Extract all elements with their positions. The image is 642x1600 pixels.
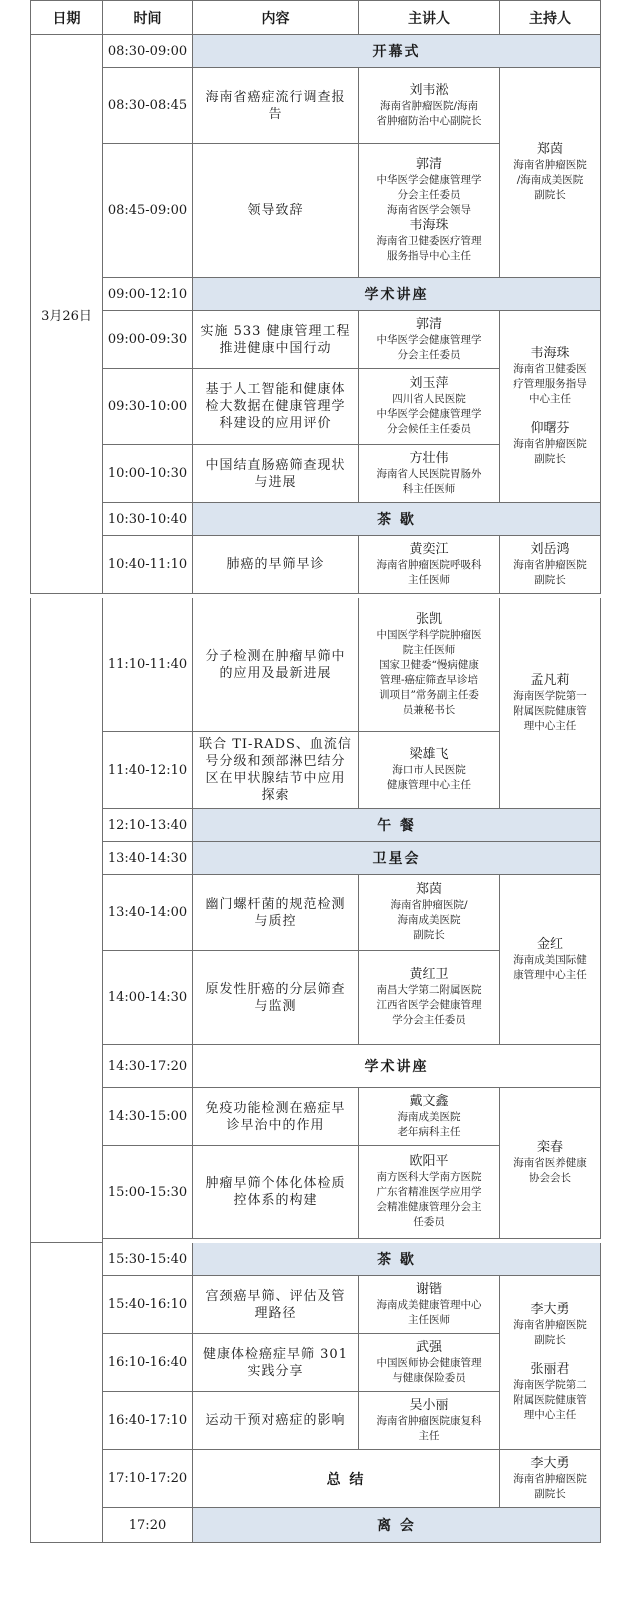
host-affiliation: 海南医学院第一	[513, 689, 587, 702]
speaker-affiliation: 海南省人民医院胃肠外	[376, 467, 482, 480]
speaker-name: 郭清	[415, 316, 442, 332]
host-entry	[502, 142, 598, 203]
speaker-name: 武强	[415, 1339, 442, 1355]
time-cell: 10:00-10:30	[103, 445, 193, 503]
speaker-cell	[359, 951, 500, 1045]
speaker-name: 刘玉萍	[409, 376, 449, 391]
speaker-affiliation: 中华医学会健康管理学	[376, 174, 482, 186]
host-cell	[500, 875, 601, 1045]
host-affiliation: 副院长	[534, 189, 566, 201]
host-affiliation: /海南成美医院	[516, 174, 584, 186]
speaker-affiliation: 主任医师	[408, 1313, 450, 1326]
host-affiliation: 中心主任	[529, 393, 571, 405]
session-band: 总 结	[193, 1450, 500, 1508]
speaker-affiliation: 江西省医学会健康管理	[376, 999, 482, 1011]
host-cell	[500, 536, 601, 594]
speaker-affiliation: 服务指导中心主任	[387, 250, 471, 262]
speaker-affiliation: 学分会主任委员	[392, 1014, 466, 1026]
speaker-affiliation: 科主任医师	[402, 482, 456, 495]
speaker-affiliation: 中华医学会健康管理学	[376, 333, 482, 346]
speaker-cell	[359, 1334, 500, 1392]
date-cell-2	[31, 598, 103, 1243]
speaker-affiliation: 中华医学会健康管理学	[376, 408, 482, 420]
host-affiliation: 疗管理服务指导	[513, 378, 587, 390]
host-affiliation: 康管理中心主任	[513, 968, 587, 981]
time-cell: 11:40-12:10	[103, 732, 193, 809]
header-host: 主持人	[500, 1, 601, 35]
speaker-affiliation: 老年病科主任	[397, 1125, 461, 1138]
speaker-affiliation: 管理-癌症筛查早诊培	[379, 673, 479, 686]
speaker-affiliation: 海南成美医院	[397, 914, 461, 926]
topic-cell: 领导致辞	[193, 144, 359, 278]
speaker-name: 欧阳平	[409, 1154, 449, 1169]
host-entry	[502, 1140, 598, 1186]
speaker-affiliation: 健康管理中心主任	[387, 779, 471, 791]
host-affiliation: 副院长	[534, 453, 566, 465]
session-band: 离 会	[193, 1508, 601, 1543]
time-cell: 14:30-15:00	[103, 1088, 193, 1146]
host-cell	[500, 1276, 601, 1450]
host-name: 李大勇	[530, 1302, 570, 1317]
speaker-affiliation: 训项目”常务副主任委	[379, 688, 479, 701]
speaker-affiliation: 南昌大学第二附属医院	[376, 984, 482, 996]
time-cell: 11:10-11:40	[103, 598, 193, 732]
host-affiliation: 海南省肿瘤医院	[513, 1319, 587, 1331]
speaker-affiliation: 南方医科大学南方医院	[376, 1171, 482, 1183]
host-affiliation: 协会会长	[529, 1172, 571, 1184]
host-name: 韦海珠	[530, 346, 570, 361]
speaker-name: 张凯	[415, 611, 442, 627]
speaker-cell	[359, 144, 500, 278]
speaker-affiliation: 主任	[418, 1429, 440, 1442]
time-cell: 10:40-11:10	[103, 536, 193, 594]
header-time: 时间	[103, 1, 193, 35]
speaker-name: 郭清	[415, 157, 442, 172]
speaker-affiliation: 分会主任委员	[397, 189, 461, 201]
time-cell: 09:00-09:30	[103, 311, 193, 369]
topic-cell: 肺癌的早筛早诊	[193, 536, 359, 594]
speaker-cell	[359, 369, 500, 445]
speaker-name: 谢锴	[415, 1281, 442, 1297]
topic-cell: 分子检测在肿瘤早筛中的应用及最新进展	[193, 598, 359, 732]
speaker-name: 黄奕江	[409, 541, 449, 557]
topic-cell: 幽门螺杆菌的规范检测与质控	[193, 875, 359, 951]
host-affiliation: 附属医院健康管	[513, 1394, 587, 1406]
host-entry	[502, 1362, 598, 1423]
speaker-affiliation: 海南省医学会领导	[387, 204, 471, 216]
host-affiliation: 海南省肿瘤医院	[513, 438, 587, 450]
header-date: 日期	[31, 1, 103, 35]
time-cell: 08:30-09:00	[103, 35, 193, 68]
time-cell: 15:00-15:30	[103, 1146, 193, 1239]
host-affiliation: 理中心主任	[523, 1409, 577, 1421]
speaker-affiliation: 省肿瘤防治中心副院长	[376, 114, 482, 127]
speaker-affiliation: 海南成美医院	[397, 1110, 461, 1123]
speaker-cell	[359, 1276, 500, 1334]
speaker-affiliation: 副院长	[413, 929, 445, 941]
speaker-affiliation: 任委员	[413, 1216, 445, 1228]
speaker-name: 方壮伟	[409, 450, 449, 466]
host-affiliation: 海南医学院第二	[513, 1379, 587, 1391]
host-entry	[502, 346, 598, 407]
host-affiliation: 海南省卫健委医	[513, 363, 587, 375]
speaker-cell	[359, 732, 500, 809]
host-name: 张丽君	[530, 1362, 570, 1377]
host-entry	[502, 937, 598, 983]
speaker-affiliation: 海口市人民医院	[392, 764, 466, 776]
speaker-affiliation: 海南省肿瘤医院/	[390, 899, 468, 911]
header-row	[31, 1, 601, 35]
topic-cell: 原发性肝癌的分层筛查与监测	[193, 951, 359, 1045]
host-affiliation: 海南省肿瘤医院	[513, 159, 587, 171]
speaker-cell	[359, 536, 500, 594]
topic-cell: 中国结直肠癌筛查现状与进展	[193, 445, 359, 503]
speaker-name: 戴文鑫	[409, 1093, 449, 1109]
speaker-affiliation: 员兼秘书长	[402, 703, 456, 716]
time-cell: 08:30-08:45	[103, 68, 193, 144]
time-cell: 17:10-17:20	[103, 1450, 193, 1508]
time-cell: 10:30-10:40	[103, 503, 193, 536]
topic-cell: 免疫功能检测在癌症早诊早治中的作用	[193, 1088, 359, 1146]
speaker-cell	[359, 445, 500, 503]
time-cell: 08:45-09:00	[103, 144, 193, 278]
host-cell	[500, 311, 601, 503]
host-affiliation: 海南省医养健康	[513, 1157, 587, 1169]
speaker-name: 刘韦淞	[409, 82, 449, 98]
host-name: 金红	[536, 936, 563, 952]
speaker-affiliation: 分会候任主任委员	[387, 423, 471, 435]
host-affiliation: 副院长	[534, 1487, 566, 1500]
host-affiliation: 附属医院健康管	[513, 704, 587, 717]
header-content: 内容	[193, 1, 359, 35]
agenda-table	[30, 0, 601, 1543]
time-cell: 14:00-14:30	[103, 951, 193, 1045]
host-entry	[502, 542, 598, 588]
time-cell: 15:40-16:10	[103, 1276, 193, 1334]
topic-cell: 健康体检癌症早筛 301 实践分享	[193, 1334, 359, 1392]
speaker-cell	[359, 311, 500, 369]
time-cell: 16:10-16:40	[103, 1334, 193, 1392]
host-name: 李大勇	[530, 1455, 570, 1471]
speaker-affiliation: 海南省卫健委医疗管理	[376, 235, 482, 247]
session-band: 茶 歇	[193, 503, 601, 536]
host-name: 郑茵	[536, 142, 563, 157]
time-cell: 12:10-13:40	[103, 809, 193, 842]
host-affiliation: 副院长	[534, 573, 566, 586]
time-cell: 16:40-17:10	[103, 1392, 193, 1450]
topic-cell: 联合 TI-RADS、血流信号分级和颈部淋巴结分区在甲状腺结节中应用探索	[193, 732, 359, 809]
host-name: 孟凡莉	[530, 672, 570, 688]
host-affiliation: 副院长	[534, 1334, 566, 1346]
time-cell: 15:30-15:40	[103, 1243, 193, 1276]
host-affiliation: 理中心主任	[523, 719, 577, 732]
speaker-cell	[359, 875, 500, 951]
host-affiliation: 海南省肿瘤医院	[513, 558, 587, 571]
host-affiliation: 海南成美国际健	[513, 953, 587, 966]
topic-cell: 运动干预对癌症的影响	[193, 1392, 359, 1450]
speaker-affiliation: 中国医师协会健康管理	[376, 1356, 482, 1369]
topic-cell: 海南省癌症流行调查报告	[193, 68, 359, 144]
session-band: 学术讲座	[193, 1045, 601, 1088]
host-cell	[500, 68, 601, 278]
session-band: 开幕式	[193, 35, 601, 68]
speaker-cell	[359, 68, 500, 144]
date-cell: 3月26日	[31, 35, 103, 594]
topic-cell: 基于人工智能和健康体检大数据在健康管理学科建设的应用评价	[193, 369, 359, 445]
speaker-affiliation: 海南成美健康管理中心	[376, 1298, 482, 1311]
host-entry	[502, 421, 598, 467]
speaker-affiliation: 与健康保险委员	[392, 1371, 466, 1384]
speaker-affiliation: 海南省肿瘤医院/海南	[379, 99, 479, 112]
speaker-name: 韦海珠	[409, 218, 449, 233]
host-cell	[500, 1450, 601, 1508]
speaker-affiliation: 会精准健康管理分会主	[376, 1201, 482, 1213]
time-cell: 09:30-10:00	[103, 369, 193, 445]
speaker-cell	[359, 1088, 500, 1146]
speaker-name: 黄红卫	[409, 967, 449, 982]
host-cell	[500, 1088, 601, 1239]
date-cell-3	[31, 1243, 103, 1543]
host-name: 仰曙芬	[530, 421, 570, 436]
speaker-affiliation: 海南省肿瘤医院呼吸科	[376, 558, 482, 571]
session-band: 卫星会	[193, 842, 601, 875]
topic-cell: 宫颈癌早筛、评估及管理路径	[193, 1276, 359, 1334]
host-entry	[502, 1302, 598, 1348]
topic-cell: 实施 533 健康管理工程推进健康中国行动	[193, 311, 359, 369]
host-entry	[502, 673, 598, 734]
speaker-affiliation: 国家卫健委“慢病健康	[379, 658, 479, 671]
agenda-sheet	[30, 0, 600, 1543]
time-cell: 09:00-12:10	[103, 278, 193, 311]
host-entry	[502, 1456, 598, 1502]
topic-cell: 肿瘤早筛个体化体检质控体系的构建	[193, 1146, 359, 1239]
speaker-affiliation: 分会主任委员	[397, 348, 461, 361]
time-cell: 13:40-14:30	[103, 842, 193, 875]
time-cell: 14:30-17:20	[103, 1045, 193, 1088]
session-band: 学术讲座	[193, 278, 601, 311]
speaker-affiliation: 四川省人民医院	[392, 393, 466, 405]
speaker-name: 梁雄飞	[409, 747, 449, 762]
host-affiliation: 海南省肿瘤医院	[513, 1472, 587, 1485]
speaker-affiliation: 海南省肿瘤医院康复科	[376, 1414, 482, 1427]
speaker-cell	[359, 1146, 500, 1239]
speaker-name: 吴小丽	[409, 1397, 449, 1413]
speaker-affiliation: 院主任医师	[402, 643, 456, 656]
host-name: 栾春	[536, 1140, 563, 1155]
host-cell	[500, 598, 601, 809]
speaker-affiliation: 中国医学科学院肿瘤医	[376, 628, 482, 641]
host-name: 刘岳鸿	[530, 541, 570, 557]
speaker-name: 郑茵	[415, 882, 442, 897]
speaker-cell	[359, 598, 500, 732]
time-cell: 13:40-14:00	[103, 875, 193, 951]
header-speaker: 主讲人	[359, 1, 500, 35]
speaker-cell	[359, 1392, 500, 1450]
speaker-affiliation: 主任医师	[408, 573, 450, 586]
time-cell: 17:20	[103, 1508, 193, 1543]
session-band: 茶 歇	[193, 1243, 601, 1276]
session-band: 午 餐	[193, 809, 601, 842]
speaker-affiliation: 广东省精准医学应用学	[376, 1186, 482, 1198]
